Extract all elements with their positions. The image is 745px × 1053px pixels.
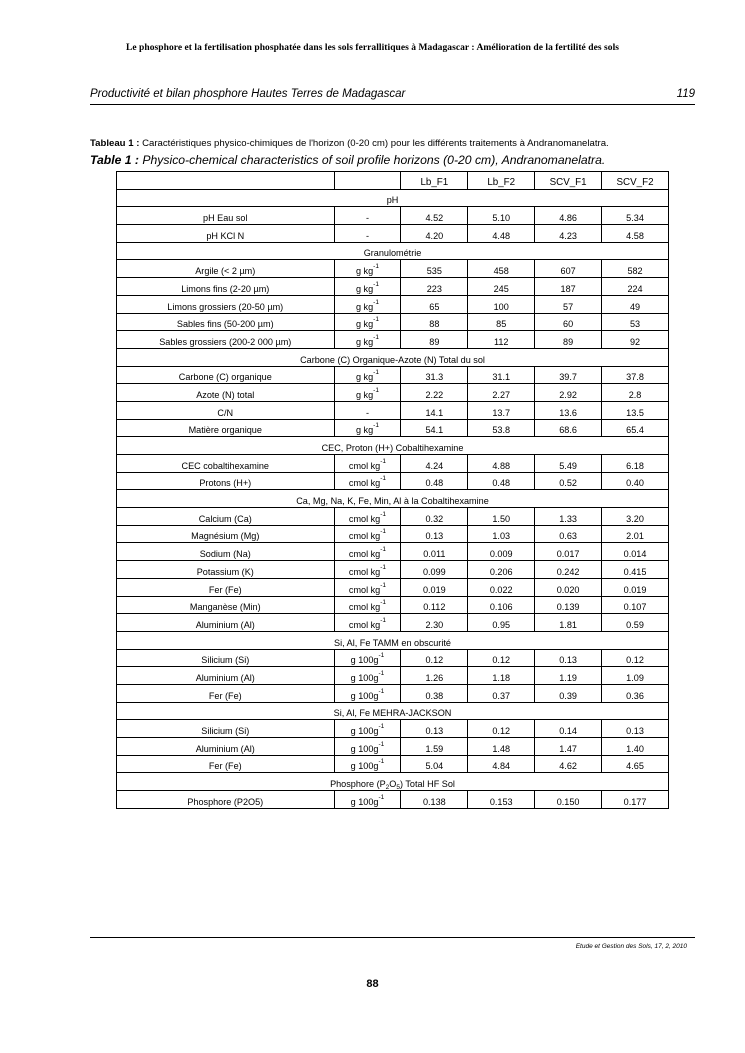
value-cell: 6.18 — [602, 455, 669, 473]
unit-text: g 100g — [350, 655, 379, 666]
parameter-unit — [334, 614, 401, 632]
group-title-text: pH — [386, 195, 399, 206]
caption-english-label: Table 1 : — [90, 153, 139, 167]
parameter-unit — [334, 260, 401, 278]
value-cell: 0.13 — [535, 649, 602, 667]
value-cell: 0.019 — [602, 578, 669, 596]
value-cell: 85 — [468, 313, 535, 331]
parameter-name: pH KCl N — [117, 225, 335, 243]
caption-french-label: Tableau 1 : — [90, 138, 140, 149]
value-cell: 4.65 — [602, 755, 669, 773]
parameter-unit — [334, 313, 401, 331]
value-cell: 2.8 — [602, 384, 669, 402]
value-cell: 5.04 — [401, 755, 468, 773]
table-row — [117, 525, 669, 543]
value-cell: 0.009 — [468, 543, 535, 561]
parameter-name: Protons (H+) — [117, 472, 335, 490]
unit-exponent: -1 — [373, 316, 379, 324]
table-row — [117, 366, 669, 384]
value-cell: 100 — [468, 295, 535, 313]
parameter-name: Limons fins (2-20 µm) — [117, 278, 335, 296]
parameter-name: Calcium (Ca) — [117, 508, 335, 526]
unit-text: cmol kg — [348, 602, 381, 613]
parameter-unit — [334, 401, 401, 419]
value-cell: 4.52 — [401, 207, 468, 225]
value-cell: 1.33 — [535, 508, 602, 526]
unit-text: g 100g — [350, 743, 379, 754]
unit-text: g kg — [355, 389, 374, 400]
value-cell: 0.13 — [602, 720, 669, 738]
value-cell: 89 — [535, 331, 602, 349]
header-empty-unit — [334, 172, 401, 190]
group-header-row — [117, 437, 669, 455]
value-cell: 1.48 — [468, 738, 535, 756]
table-row — [117, 508, 669, 526]
value-cell: 0.95 — [468, 614, 535, 632]
group-header-row — [117, 631, 669, 649]
header-rule — [90, 104, 695, 105]
caption-english — [90, 153, 605, 167]
value-cell: 0.017 — [535, 543, 602, 561]
value-cell: 0.40 — [602, 472, 669, 490]
table-row — [117, 667, 669, 685]
unit-text: cmol kg — [348, 460, 381, 471]
parameter-name: Argile (< 2 µm) — [117, 260, 335, 278]
footer-rule — [90, 937, 695, 938]
value-cell: 0.12 — [468, 649, 535, 667]
group-title — [117, 773, 669, 791]
value-cell: 60 — [535, 313, 602, 331]
value-cell: 1.19 — [535, 667, 602, 685]
unit-exponent: -1 — [378, 758, 385, 766]
value-cell: 54.1 — [401, 419, 468, 437]
table-row — [117, 331, 669, 349]
group-title-part: 5 — [396, 784, 400, 792]
value-cell: 65 — [401, 295, 468, 313]
parameter-unit — [334, 331, 401, 349]
page-number: 88 — [366, 978, 379, 990]
parameter-name: pH Eau sol — [117, 207, 335, 225]
value-cell: 2.27 — [468, 384, 535, 402]
unit-text: cmol kg — [348, 619, 381, 630]
value-cell: 0.37 — [468, 684, 535, 702]
group-title — [117, 437, 669, 455]
unit-exponent: -1 — [373, 333, 379, 341]
value-cell: 0.48 — [401, 472, 468, 490]
group-title — [117, 631, 669, 649]
parameter-unit — [334, 738, 401, 756]
value-cell: 5.34 — [602, 207, 669, 225]
value-cell: 0.014 — [602, 543, 669, 561]
table-row — [117, 561, 669, 579]
parameter-unit — [334, 561, 401, 579]
value-cell: 13.6 — [535, 401, 602, 419]
value-cell: 49 — [602, 295, 669, 313]
value-cell: 1.59 — [401, 738, 468, 756]
unit-exponent: -1 — [373, 422, 379, 430]
table-row — [117, 596, 669, 614]
parameter-name: Manganèse (Min) — [117, 596, 335, 614]
value-cell: 458 — [468, 260, 535, 278]
unit-text: - — [365, 230, 369, 241]
group-title-text: CEC, Proton (H+) Cobaltihexamine — [321, 443, 464, 453]
value-cell: 92 — [602, 331, 669, 349]
unit-exponent: -1 — [380, 563, 387, 571]
unit-exponent: -1 — [380, 528, 387, 536]
table-row — [117, 755, 669, 773]
value-cell: 57 — [535, 295, 602, 313]
value-cell: 0.138 — [401, 791, 468, 809]
parameter-name: Fer (Fe) — [117, 755, 335, 773]
table-row — [117, 401, 669, 419]
value-cell: 2.92 — [535, 384, 602, 402]
value-cell: 187 — [535, 278, 602, 296]
unit-exponent: -1 — [378, 669, 385, 677]
unit-text: g kg — [355, 301, 374, 312]
value-cell: 1.03 — [468, 525, 535, 543]
value-cell: 0.415 — [602, 561, 669, 579]
unit-text: g 100g — [350, 690, 379, 701]
value-cell: 2.22 — [401, 384, 468, 402]
parameter-unit — [334, 755, 401, 773]
parameter-unit — [334, 295, 401, 313]
parameter-unit — [334, 472, 401, 490]
unit-text: g kg — [355, 425, 374, 436]
unit-exponent: -1 — [373, 298, 379, 306]
parameter-name: C/N — [117, 401, 335, 419]
table-row — [117, 225, 669, 243]
unit-text: - — [365, 407, 369, 418]
parameter-name: Fer (Fe) — [117, 578, 335, 596]
parameter-name: Sodium (Na) — [117, 543, 335, 561]
parameter-unit — [334, 525, 401, 543]
value-cell: 1.18 — [468, 667, 535, 685]
unit-text: g kg — [355, 336, 374, 347]
unit-exponent: -1 — [380, 599, 387, 607]
unit-exponent: -1 — [373, 369, 379, 377]
parameter-unit — [334, 225, 401, 243]
unit-exponent: -1 — [373, 386, 379, 394]
parameter-name: Silicium (Si) — [117, 720, 335, 738]
group-title-text: Carbone (C) Organique-Azote (N) Total du sol — [300, 354, 485, 365]
value-cell: 0.242 — [535, 561, 602, 579]
parameter-name: Aluminium (Al) — [117, 738, 335, 756]
group-title-text: Phosphore (P — [330, 779, 386, 790]
value-cell: 0.011 — [401, 543, 468, 561]
value-cell: 4.24 — [401, 455, 468, 473]
value-cell: 0.107 — [602, 596, 669, 614]
table-row — [117, 543, 669, 561]
parameter-name: Silicium (Si) — [117, 649, 335, 667]
column-header: Lb_F1 — [401, 172, 468, 190]
parameter-unit — [334, 384, 401, 402]
value-cell: 4.88 — [468, 455, 535, 473]
table-row — [117, 720, 669, 738]
unit-text: g 100g — [350, 796, 379, 807]
value-cell: 0.14 — [535, 720, 602, 738]
value-cell: 1.09 — [602, 667, 669, 685]
value-cell: 4.62 — [535, 755, 602, 773]
parameter-unit — [334, 419, 401, 437]
value-cell: 0.150 — [535, 791, 602, 809]
value-cell: 89 — [401, 331, 468, 349]
group-title — [117, 242, 669, 260]
value-cell: 4.20 — [401, 225, 468, 243]
table-row — [117, 295, 669, 313]
value-cell: 0.13 — [401, 525, 468, 543]
value-cell: 0.139 — [535, 596, 602, 614]
value-cell: 13.7 — [468, 401, 535, 419]
value-cell: 1.50 — [468, 508, 535, 526]
value-cell: 112 — [468, 331, 535, 349]
parameter-unit — [334, 667, 401, 685]
group-title-text: Si, Al, Fe MEHRA-JACKSON — [333, 708, 452, 719]
parameter-unit — [334, 543, 401, 561]
table-row — [117, 278, 669, 296]
section-header — [90, 88, 695, 100]
unit-text: cmol kg — [348, 584, 381, 595]
value-cell: 37.8 — [602, 366, 669, 384]
unit-text: g 100g — [350, 726, 379, 736]
value-cell: 68.6 — [535, 419, 602, 437]
value-cell: 31.3 — [401, 366, 468, 384]
table-row — [117, 384, 669, 402]
value-cell: 0.38 — [401, 684, 468, 702]
table-row — [117, 260, 669, 278]
value-cell: 0.020 — [535, 578, 602, 596]
parameter-name: Fer (Fe) — [117, 684, 335, 702]
value-cell: 607 — [535, 260, 602, 278]
value-cell: 0.48 — [468, 472, 535, 490]
group-header-row — [117, 189, 669, 207]
unit-text: g kg — [355, 266, 374, 277]
column-header: Lb_F2 — [468, 172, 535, 190]
parameter-unit — [334, 508, 401, 526]
table-row — [117, 649, 669, 667]
table-row — [117, 455, 669, 473]
group-title-part: 2 — [385, 784, 390, 792]
parameter-name: Sables fins (50-200 µm) — [117, 313, 335, 331]
table-row — [117, 578, 669, 596]
parameter-unit — [334, 684, 401, 702]
value-cell: 0.019 — [401, 578, 468, 596]
unit-text: cmol kg — [348, 513, 381, 524]
value-cell: 1.40 — [602, 738, 669, 756]
value-cell: 13.5 — [602, 401, 669, 419]
parameter-unit — [334, 791, 401, 809]
group-title-part: ) Total HF Sol — [400, 779, 455, 790]
value-cell: 245 — [468, 278, 535, 296]
value-cell: 0.63 — [535, 525, 602, 543]
parameter-unit — [334, 720, 401, 738]
value-cell: 39.7 — [535, 366, 602, 384]
value-cell: 4.86 — [535, 207, 602, 225]
unit-text: g kg — [355, 319, 374, 330]
value-cell: 4.23 — [535, 225, 602, 243]
caption-english-text: Physico-chemical characteristics of soil profile horizons (0-20 cm), Andranomanelatra. — [139, 153, 606, 167]
unit-exponent: -1 — [380, 510, 387, 518]
table-row — [117, 313, 669, 331]
group-header-row — [117, 242, 669, 260]
value-cell: 582 — [602, 260, 669, 278]
unit-text: g kg — [355, 283, 374, 294]
column-header: SCV_F1 — [535, 172, 602, 190]
table-row — [117, 738, 669, 756]
value-cell: 4.84 — [468, 755, 535, 773]
parameter-name: Carbone (C) organique — [117, 366, 335, 384]
unit-exponent: -1 — [378, 793, 385, 801]
value-cell: 0.32 — [401, 508, 468, 526]
value-cell: 1.47 — [535, 738, 602, 756]
parameter-name: Magnésium (Mg) — [117, 525, 335, 543]
running-head: Le phosphore et la fertilisation phosphatée dans les sols ferrallitiques à Madagascar : Amélioration de la fertilité des sols — [125, 43, 620, 53]
header-empty-name — [117, 172, 335, 190]
parameter-name: Matière organique — [117, 419, 335, 437]
value-cell: 0.12 — [602, 649, 669, 667]
value-cell: 0.59 — [602, 614, 669, 632]
value-cell: 223 — [401, 278, 468, 296]
value-cell: 5.10 — [468, 207, 535, 225]
parameter-unit — [334, 596, 401, 614]
group-header-row — [117, 490, 669, 508]
value-cell: 224 — [602, 278, 669, 296]
parameter-unit — [334, 455, 401, 473]
table-header-row — [117, 172, 669, 190]
parameter-name: Sables grossiers (200-2 000 µm) — [117, 331, 335, 349]
value-cell: 2.01 — [602, 525, 669, 543]
unit-text: cmol kg — [348, 531, 381, 542]
value-cell: 5.49 — [535, 455, 602, 473]
unit-text: cmol kg — [348, 566, 381, 577]
parameter-unit — [334, 366, 401, 384]
unit-exponent: -1 — [378, 740, 385, 748]
value-cell: 0.12 — [401, 649, 468, 667]
group-title — [117, 348, 669, 366]
unit-text: g 100g — [350, 672, 379, 683]
journal-reference: Etude et Gestion des Sols, 17, 2, 2010 — [575, 943, 687, 950]
parameter-unit — [334, 207, 401, 225]
unit-exponent: -1 — [378, 687, 385, 695]
value-cell: 0.099 — [401, 561, 468, 579]
value-cell: 0.106 — [468, 596, 535, 614]
value-cell: 31.1 — [468, 366, 535, 384]
value-cell: 0.12 — [468, 720, 535, 738]
unit-exponent: -1 — [380, 546, 387, 554]
parameter-name: CEC cobaltihexamine — [117, 455, 335, 473]
value-cell: 535 — [401, 260, 468, 278]
value-cell: 0.52 — [535, 472, 602, 490]
value-cell: 3.20 — [602, 508, 669, 526]
unit-exponent: -1 — [380, 581, 387, 589]
parameter-name: Limons grossiers (20-50 µm) — [117, 295, 335, 313]
group-title — [117, 490, 669, 508]
parameter-name: Azote (N) total — [117, 384, 335, 402]
group-title-text: Ca, Mg, Na, K, Fe, Min, Al à la Cobaltihexamine — [296, 496, 489, 507]
unit-exponent: -1 — [373, 263, 379, 271]
parameter-name: Aluminium (Al) — [117, 614, 335, 632]
soil-characteristics-table — [116, 171, 669, 809]
caption-french-text: Caractéristiques physico-chimiques de l'horizon (0-20 cm) pour les différents traitements à Andranomanelatra. — [139, 138, 609, 149]
group-header-row — [117, 773, 669, 791]
unit-text: g kg — [355, 372, 374, 383]
group-title-part: O — [389, 779, 397, 790]
value-cell: 1.26 — [401, 667, 468, 685]
section-title: Productivité et bilan phosphore Hautes Terres de Madagascar — [90, 88, 406, 100]
table-row — [117, 472, 669, 490]
group-title-text: Si, Al, Fe TAMM en obscurité — [334, 637, 451, 648]
value-cell: 0.112 — [401, 596, 468, 614]
group-header-row — [117, 702, 669, 720]
value-cell: 14.1 — [401, 401, 468, 419]
value-cell: 0.153 — [468, 791, 535, 809]
unit-exponent: -1 — [378, 652, 385, 660]
unit-exponent: -1 — [380, 457, 387, 465]
unit-text: - — [365, 213, 369, 224]
value-cell: 1.81 — [535, 614, 602, 632]
group-title — [117, 189, 669, 207]
unit-exponent: -1 — [380, 616, 387, 624]
unit-exponent: -1 — [373, 280, 379, 288]
value-cell: 4.48 — [468, 225, 535, 243]
table-row — [117, 791, 669, 809]
value-cell: 0.13 — [401, 720, 468, 738]
unit-text: g 100g — [350, 761, 379, 772]
group-title-text: Granulométrie — [363, 248, 422, 259]
value-cell: 53 — [602, 313, 669, 331]
value-cell: 65.4 — [602, 419, 669, 437]
unit-text: cmol kg — [348, 478, 381, 489]
section-page-number: 119 — [676, 88, 695, 100]
value-cell: 0.39 — [535, 684, 602, 702]
parameter-name: Potassium (K) — [117, 561, 335, 579]
parameter-name: Aluminium (Al) — [117, 667, 335, 685]
table-row — [117, 419, 669, 437]
parameter-name: Phosphore (P2O5) — [117, 791, 335, 809]
caption-french — [90, 138, 609, 149]
value-cell: 53.8 — [468, 419, 535, 437]
value-cell: 0.022 — [468, 578, 535, 596]
value-cell: 2.30 — [401, 614, 468, 632]
value-cell: 0.177 — [602, 791, 669, 809]
value-cell: 88 — [401, 313, 468, 331]
table-row — [117, 207, 669, 225]
unit-exponent: -1 — [378, 723, 385, 730]
table-row — [117, 684, 669, 702]
value-cell: 0.36 — [602, 684, 669, 702]
value-cell: 4.58 — [602, 225, 669, 243]
parameter-unit — [334, 578, 401, 596]
parameter-unit — [334, 649, 401, 667]
unit-text: cmol kg — [348, 549, 381, 560]
unit-exponent: -1 — [380, 475, 387, 483]
group-title — [117, 702, 669, 720]
table-row — [117, 614, 669, 632]
parameter-unit — [334, 278, 401, 296]
group-header-row — [117, 348, 669, 366]
value-cell: 0.206 — [468, 561, 535, 579]
column-header: SCV_F2 — [602, 172, 669, 190]
